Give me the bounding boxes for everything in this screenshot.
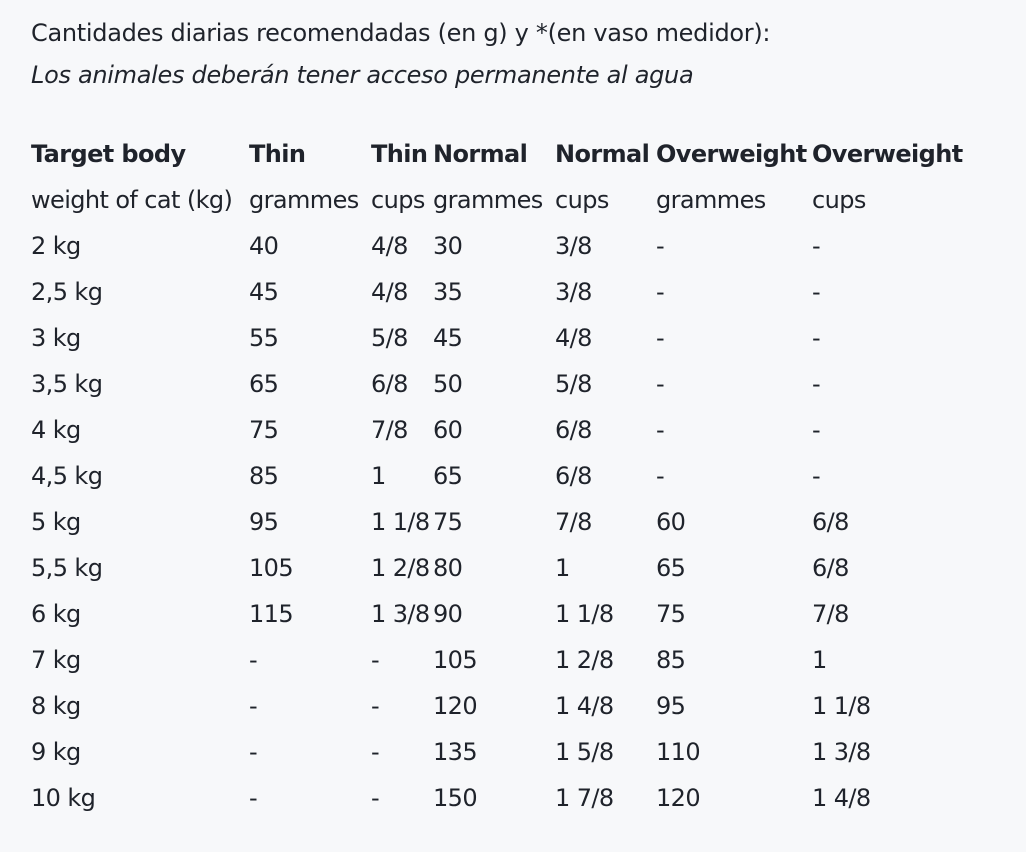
table-row [31,775,972,821]
table-row [31,453,972,499]
value-cell: 55 [249,324,279,352]
value-cell: - [249,646,258,674]
value-cell: 65 [249,370,279,398]
value-cell: 150 [433,784,478,812]
value-cell: 65 [656,554,686,582]
table-subheader-row [31,177,972,223]
value-cell: 1 3/8 [371,600,430,628]
value-cell: 1 1/8 [812,692,871,720]
weight-cell: 10 kg [31,784,96,812]
value-cell: 75 [433,508,463,536]
value-cell: 45 [433,324,463,352]
value-cell: 30 [433,232,463,260]
value-cell: 85 [656,646,686,674]
table-row [31,499,972,545]
value-cell: 7/8 [371,416,408,444]
table-row [31,223,972,269]
table-row [31,545,972,591]
subheader-cell: cups [371,186,425,214]
value-cell: 95 [249,508,279,536]
header-cell: Target body [31,140,186,168]
value-cell: 110 [656,738,701,766]
value-cell: 120 [656,784,701,812]
value-cell: 1 4/8 [812,784,871,812]
value-cell: - [656,232,665,260]
value-cell: 80 [433,554,463,582]
value-cell: - [656,278,665,306]
intro-text: Cantidades diarias recomendadas (en g) y *(en vaso medidor): [31,19,771,47]
table-row [31,407,972,453]
value-cell: 1 [555,554,570,582]
value-cell: - [656,416,665,444]
subheader-cell: cups [555,186,609,214]
weight-cell: 3,5 kg [31,370,103,398]
value-cell: 1 1/8 [371,508,430,536]
value-cell: 7/8 [812,600,849,628]
header-cell: Normal [555,140,650,168]
value-cell: 35 [433,278,463,306]
value-cell: 3/8 [555,232,592,260]
table-row [31,315,972,361]
weight-cell: 7 kg [31,646,81,674]
value-cell: - [371,784,380,812]
value-cell: 85 [249,462,279,490]
value-cell: 135 [433,738,478,766]
weight-cell: 2 kg [31,232,81,260]
value-cell: 90 [433,600,463,628]
value-cell: 1 3/8 [812,738,871,766]
value-cell: 5/8 [555,370,592,398]
value-cell: 65 [433,462,463,490]
table-row [31,683,972,729]
value-cell: 50 [433,370,463,398]
value-cell: 60 [656,508,686,536]
value-cell: 1 1/8 [555,600,614,628]
feeding-table [31,131,972,821]
value-cell: 6/8 [371,370,408,398]
weight-cell: 4,5 kg [31,462,103,490]
subheader-cell: cups [812,186,866,214]
value-cell: 45 [249,278,279,306]
table-row [31,729,972,775]
weight-cell: 5,5 kg [31,554,103,582]
table-row [31,269,972,315]
value-cell: 6/8 [812,508,849,536]
value-cell: 95 [656,692,686,720]
value-cell: 1 [812,646,827,674]
table-row [31,637,972,683]
value-cell: 1 4/8 [555,692,614,720]
value-cell: - [249,738,258,766]
value-cell: 75 [249,416,279,444]
table-row [31,591,972,637]
value-cell: - [656,324,665,352]
value-cell: 4/8 [555,324,592,352]
value-cell: 6/8 [555,462,592,490]
header-cell: Thin [371,140,428,168]
value-cell: 6/8 [555,416,592,444]
value-cell: - [812,232,821,260]
value-cell: 1 5/8 [555,738,614,766]
value-cell: 105 [433,646,478,674]
value-cell: - [812,324,821,352]
value-cell: 5/8 [371,324,408,352]
value-cell: 4/8 [371,232,408,260]
value-cell: 4/8 [371,278,408,306]
value-cell: 1 [371,462,386,490]
subheader-cell: grammes [249,186,359,214]
weight-cell: 3 kg [31,324,81,352]
value-cell: 6/8 [812,554,849,582]
value-cell: 75 [656,600,686,628]
value-cell: - [812,416,821,444]
weight-cell: 9 kg [31,738,81,766]
weight-cell: 4 kg [31,416,81,444]
header-cell: Overweight [656,140,807,168]
subheader-cell: grammes [433,186,543,214]
header-cell: Normal [433,140,528,168]
weight-cell: 5 kg [31,508,81,536]
weight-cell: 6 kg [31,600,81,628]
value-cell: - [656,462,665,490]
subheader-cell: grammes [656,186,766,214]
weight-cell: 8 kg [31,692,81,720]
value-cell: - [249,692,258,720]
value-cell: 40 [249,232,279,260]
header-cell: Overweight [812,140,963,168]
value-cell: 105 [249,554,294,582]
value-cell: 115 [249,600,294,628]
weight-cell: 2,5 kg [31,278,103,306]
value-cell: - [371,646,380,674]
value-cell: - [656,370,665,398]
value-cell: 3/8 [555,278,592,306]
water-note: Los animales deberán tener acceso permanente al agua [31,61,694,89]
subheader-cell: weight of cat (kg) [31,186,233,214]
value-cell: 1 2/8 [371,554,430,582]
value-cell: - [249,784,258,812]
value-cell: - [371,692,380,720]
value-cell: - [812,462,821,490]
value-cell: 1 2/8 [555,646,614,674]
value-cell: 120 [433,692,478,720]
table-header-row [31,131,972,177]
header-cell: Thin [249,140,306,168]
table-row [31,361,972,407]
value-cell: - [812,278,821,306]
value-cell: 7/8 [555,508,592,536]
value-cell: 1 7/8 [555,784,614,812]
feeding-guide [31,15,1011,821]
value-cell: - [371,738,380,766]
value-cell: - [812,370,821,398]
value-cell: 60 [433,416,463,444]
